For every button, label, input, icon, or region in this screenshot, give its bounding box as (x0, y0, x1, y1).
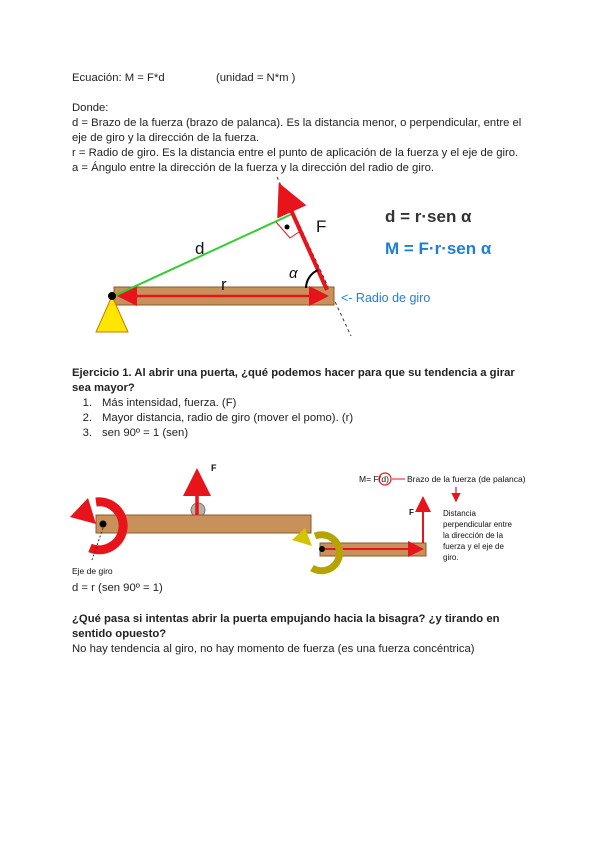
question-line2: sentido opuesto? (72, 628, 167, 640)
definition-r: r = Radio de giro. Es la distancia entre el punto de aplicación de la fuerza y el eje de giro. (72, 147, 519, 159)
left-door-bar (96, 515, 311, 533)
list-item-number: 1. (82, 397, 92, 409)
unit-note: (unidad = N*m ) (216, 72, 296, 84)
right-eq-label: M= F(d) (359, 474, 389, 484)
equation-text: Ecuación: M = F*d (72, 72, 165, 84)
brazo-label: Brazo de la fuerza (de palanca) (407, 474, 526, 484)
list-item-number: 2. (82, 412, 92, 424)
distancia-line-3: la dirección de la (443, 531, 504, 540)
label-d: d (195, 239, 205, 258)
question-line1: ¿Qué pasa si intentas abrir la puerta empujando hacia la bisagra? ¿y tirando en (72, 613, 500, 625)
label-alpha: α (289, 265, 298, 282)
exercise-title-line1: Ejercicio 1. Al abrir una puerta, ¿qué podemos hacer para que su tendencia a girar (72, 367, 515, 379)
list-item-text: Mayor distancia, radio de giro (mover el pomo). (r) (102, 412, 354, 424)
exercise-title-line2: sea mayor? (72, 382, 135, 394)
right-F-label: F (409, 508, 414, 517)
left-axis-label: Eje de giro (72, 566, 113, 576)
left-rotation-arrowhead (70, 498, 96, 524)
list-item-number: 3. (82, 427, 92, 439)
formula-d: d = r·sen α (385, 207, 472, 226)
distancia-line-1: Distancia (443, 509, 476, 518)
radio-label: <- Radio de giro (341, 291, 431, 305)
formula-M: M = F·r·sen α (385, 239, 492, 258)
definition-d-line1: d = Brazo de la fuerza (brazo de palanca). Es la distancia menor, o perpendicular, entre el (72, 117, 522, 129)
list-item-text: sen 90º = 1 (sen) (102, 427, 189, 439)
definition-a: a = Ángulo entre la dirección de la fuerza y la dirección del radio de giro. (72, 162, 435, 174)
donde-label: Donde: (72, 102, 109, 114)
definition-d-line2: eje de giro y la dirección de la fuerza. (72, 132, 260, 144)
distancia-line-4: fuerza y el eje de (443, 542, 504, 551)
d-equation: d = r (sen 90º = 1) (72, 582, 163, 594)
label-r: r (221, 275, 227, 294)
list-item-text: Más intensidad, fuerza. (F) (102, 397, 237, 409)
answer: No hay tendencia al giro, no hay momento de fuerza (es una fuerza concéntrica) (72, 643, 475, 655)
label-F: F (316, 217, 327, 236)
distancia-line-5: giro. (443, 553, 459, 562)
distancia-line-2: perpendicular entre (443, 520, 512, 529)
right-axis-point (319, 546, 325, 552)
left-F-label: F (211, 463, 217, 473)
left-axis-point (100, 521, 107, 528)
